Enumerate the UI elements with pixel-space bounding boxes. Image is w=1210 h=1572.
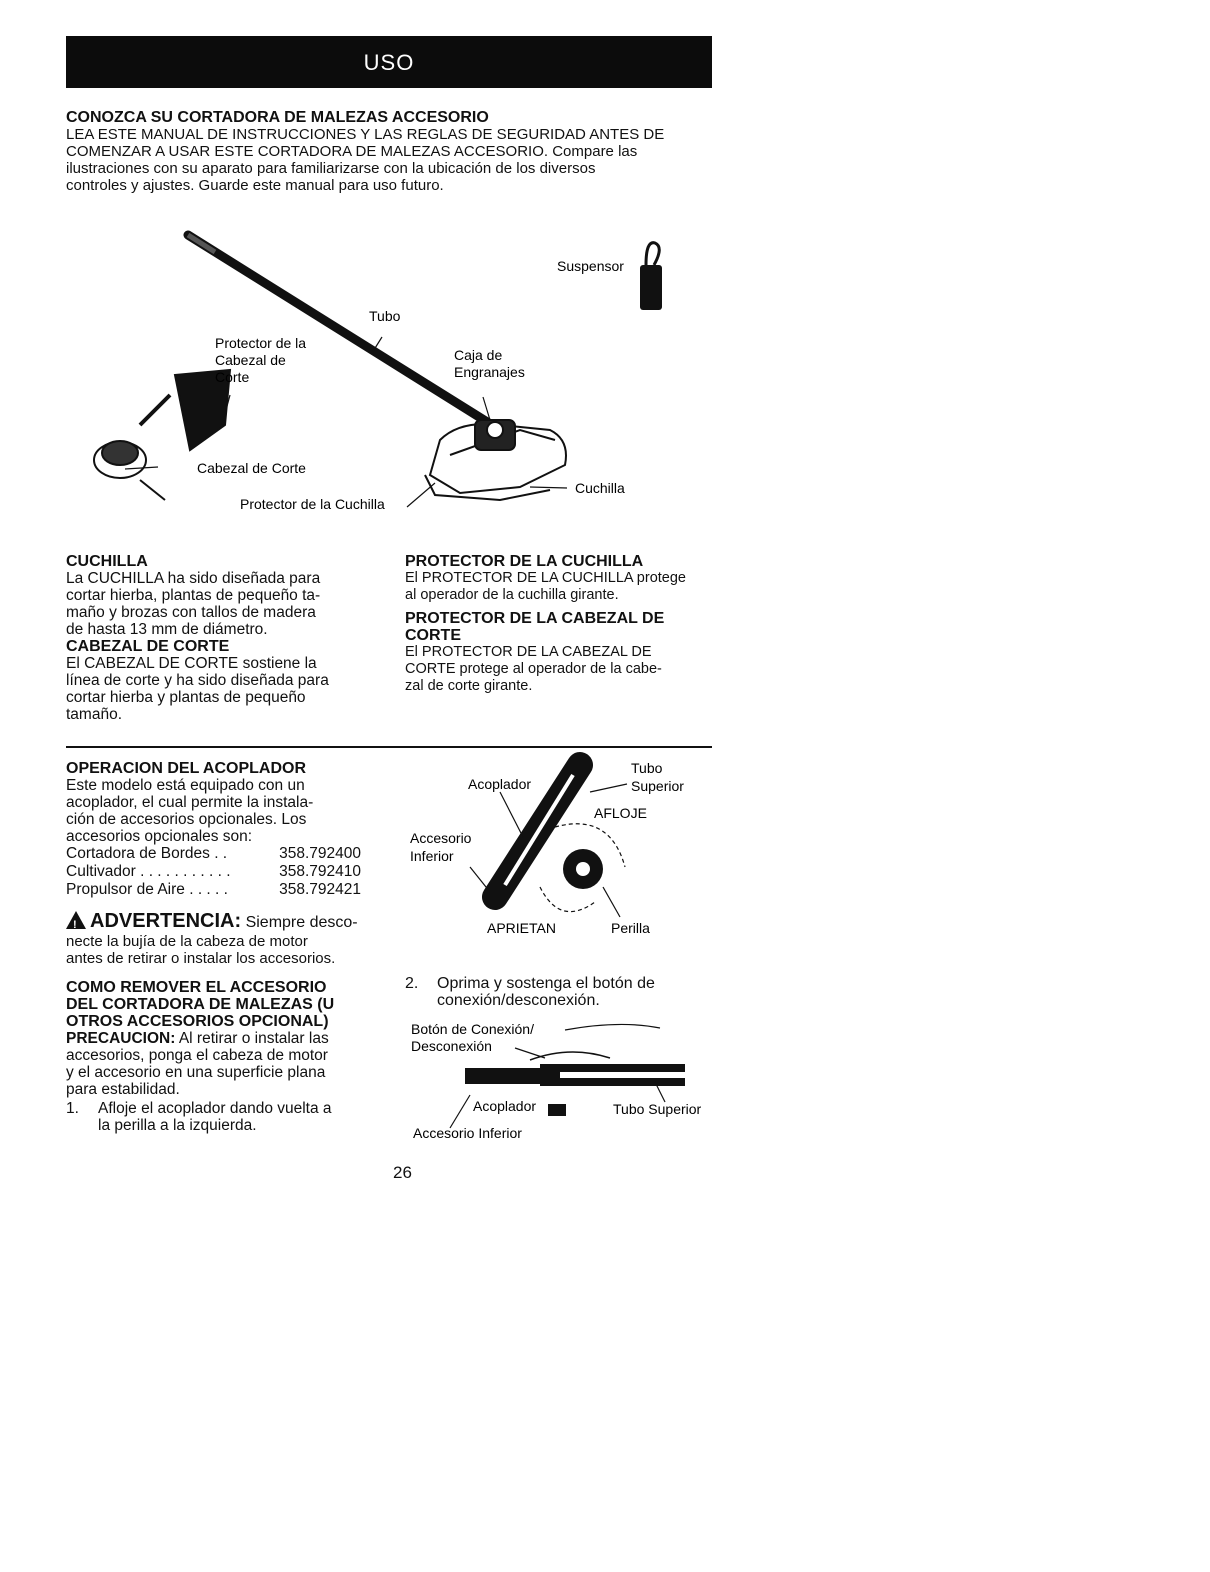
label-tubo-superior: Tubo Superior [613,1101,702,1117]
column-right-top [405,553,725,695]
section-title: OPERACION DEL ACOPLADOR [66,760,307,777]
section-title: CORTE [405,627,461,644]
label-afloje: AFLOJE [594,805,647,821]
section-line: El PROTECTOR DE LA CUCHILLA protege [405,570,686,586]
label-tubo-superior: Tubo [631,760,663,776]
section-title: PROTECTOR DE LA CUCHILLA [405,553,644,570]
accessory-code: 358.792421 [279,881,361,898]
step-2 [405,975,655,1009]
accessory-row [66,881,361,899]
warning-line: antes de retirar o instalar los accesorios. [66,950,336,967]
coupler-knob-illustration [405,757,715,942]
label-tubo-superior: Superior [631,778,684,794]
intro-block [66,109,726,194]
caution-line: accesorios, ponga el cabeza de motor [66,1047,328,1064]
section-title: OTROS ACCESORIOS OPCIONAL) [66,1013,329,1030]
label-protector-cabezal: Corte [215,369,250,385]
warning-label: ADVERTENCIA: [90,910,242,932]
accessory-name: Cultivador . . . . . . . . . . . [66,863,231,880]
section-line: accesorios opcionales son: [66,828,253,845]
section-line: tamaño. [66,706,123,723]
section-line: maño y brozas con tallos de madera [66,604,316,621]
label-protector-cabezal: Protector de la [215,335,307,351]
caution-text: Al retirar o instalar las [178,1030,329,1047]
intro-title: CONOZCA SU CORTADORA DE MALEZAS ACCESORIO [66,109,489,126]
label-acoplador: Acoplador [468,776,532,792]
section-line: cortar hierba, plantas de pequeño ta- [66,587,321,604]
section-line: de hasta 13 mm de diámetro. [66,621,268,638]
label-accesorio-inferior: Inferior [410,848,454,864]
section-line: CORTE protege al operador de la cabe- [405,661,662,677]
section-line: El CABEZAL DE CORTE sostiene la [66,655,317,672]
section-line: La CUCHILLA ha sido diseñada para [66,570,321,587]
label-protector-cabezal: Cabezal de [215,352,286,368]
step-number: 2. [405,975,419,992]
section-title: DEL CORTADORA DE MALEZAS (U [66,996,335,1013]
column-left-bottom [66,760,386,1134]
step-1 [66,1100,386,1134]
accessory-code: 358.792410 [279,863,361,880]
warning-icon: ! [66,911,86,929]
section-line: ción de accesorios opcionales. Los [66,811,307,828]
label-acoplador: Acoplador [473,1098,537,1114]
section-line: línea de corte y ha sido diseñada para [66,672,329,689]
caution-line: y el accesorio en una superficie plana [66,1064,326,1081]
label-caja: Engranajes [454,364,525,380]
accessory-row [66,863,361,881]
button-illustration [410,1020,720,1145]
intro-line: controles y ajustes. Guarde este manual para uso futuro. [66,177,444,194]
accessory-name: Propulsor de Aire . . . . . [66,881,228,898]
section-line: acoplador, el cual permite la instala- [66,794,314,811]
label-aprietan: APRIETAN [487,920,556,936]
label-accesorio-inferior: Accesorio Inferior [413,1125,522,1141]
label-boton: Desconexión [411,1038,492,1054]
step-line: Afloje el acoplador dando vuelta a [98,1100,332,1117]
page-number: 26 [393,1163,412,1182]
step-line: la perilla a la izquierda. [98,1117,257,1134]
step-line: conexión/desconexión. [437,992,600,1009]
section-line: Este modelo está equipado con un [66,777,305,794]
label-protector-cuchilla: Protector de la Cuchilla [240,496,385,512]
caution-line: para estabilidad. [66,1081,180,1098]
accessory-name: Cortadora de Bordes . . [66,845,228,862]
section-title: PROTECTOR DE LA CABEZAL DE [405,610,665,627]
label-caja: Caja de [454,347,503,363]
section-banner: USO [66,36,712,88]
intro-line: ilustraciones con su aparato para familiarizarse con la ubicación de los diversos [66,160,596,177]
section-title: COMO REMOVER EL ACCESORIO [66,979,327,996]
trimmer-illustration [80,225,680,525]
warning-block [66,911,386,933]
label-tubo: Tubo [369,308,401,324]
step-line: Oprima y sostenga el botón de [437,975,655,992]
section-line: cortar hierba y plantas de pequeño [66,689,306,706]
section-title: CABEZAL DE CORTE [66,638,230,655]
section-title: CUCHILLA [66,553,148,570]
suspensor-drawing [640,243,662,310]
shaft-drawing [188,235,503,430]
cutting-head-drawing [94,370,230,500]
column-left-top [66,553,381,723]
caution-line [66,1030,386,1047]
section-line: al operador de la cuchilla girante. [405,587,619,603]
section-line: El PROTECTOR DE LA CABEZAL DE [405,644,652,660]
label-accesorio-inferior: Accesorio [410,830,472,846]
accessory-code: 358.792400 [279,845,361,862]
label-perilla: Perilla [611,920,650,936]
step-number: 1. [66,1100,79,1117]
warning-text: Siempre desco- [245,914,358,931]
section-divider [66,746,712,748]
label-suspensor: Suspensor [557,258,624,274]
label-cuchilla: Cuchilla [575,480,625,496]
intro-line: LEA ESTE MANUAL DE INSTRUCCIONES Y LAS REGLAS DE SEGURIDAD ANTES DE [66,126,665,143]
caution-label: PRECAUCION: [66,1030,176,1047]
accessory-row [66,845,361,863]
warning-line: necte la bujía de la cabeza de motor [66,933,308,950]
label-boton: Botón de Conexión/ [411,1021,534,1037]
intro-line: COMENZAR A USAR ESTE CORTADORA DE MALEZAS ACCESORIO. Compare las [66,143,638,160]
label-cabezal: Cabezal de Corte [197,460,306,476]
section-line: zal de corte girante. [405,678,533,694]
